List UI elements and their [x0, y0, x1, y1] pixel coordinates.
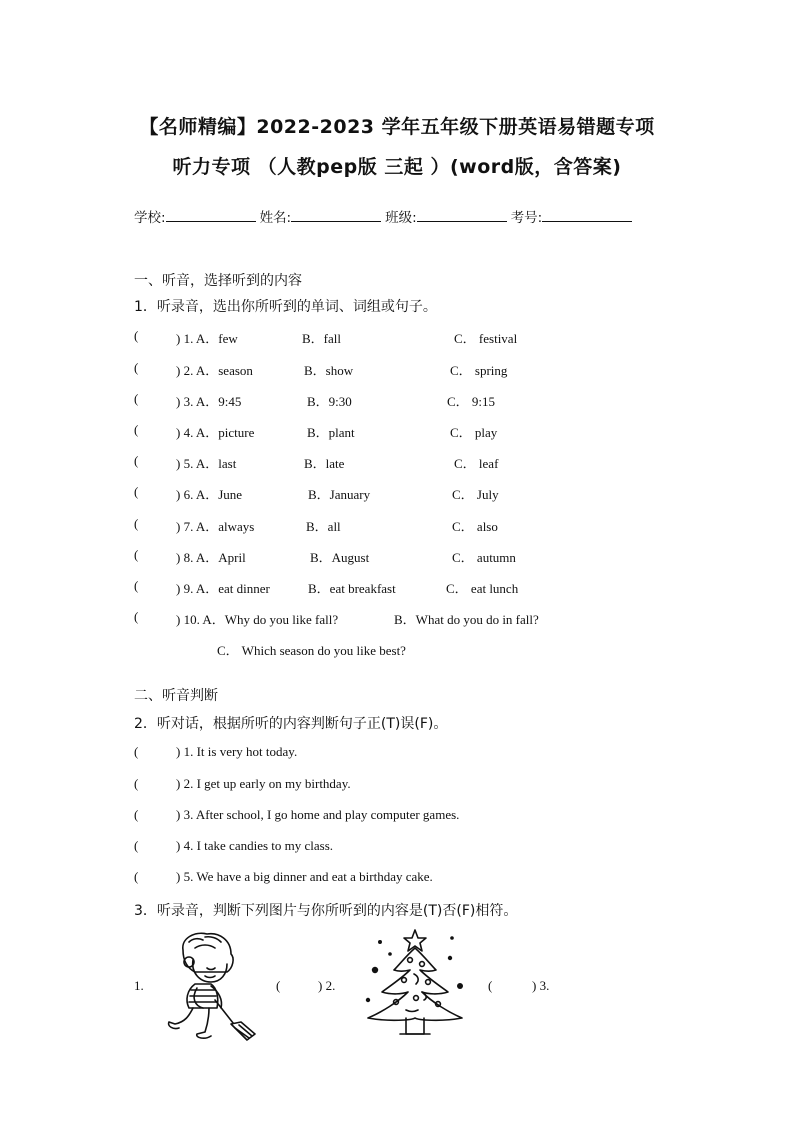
answer-paren[interactable]: ( — [134, 744, 139, 759]
statement-text: ) 5. We have a big dinner and eat a birthday cake. — [176, 869, 433, 884]
exam-no-blank[interactable] — [542, 209, 632, 222]
option-a: ) 3. A．9:45 — [176, 394, 242, 409]
option-b: B．January — [308, 487, 371, 502]
statement-text: ) 1. It is very hot today. — [176, 744, 298, 759]
section1-instruction: 1．听录音，选出你所听到的单词、词组或句子。 — [134, 299, 437, 315]
answer-paren[interactable]: ( — [134, 328, 139, 343]
option-c: C． autumn — [452, 550, 516, 565]
page-title-line2: 听力专项 （人教pep版 三起 ）(word版，含答案) — [172, 156, 622, 178]
option-c: C． leaf — [454, 456, 499, 471]
option-a: ) 8. A．April — [176, 550, 246, 565]
school-blank[interactable] — [166, 209, 256, 222]
section2-instruction: 2．听对话，根据所听的内容判断句子正(T)误(F)。 — [134, 716, 448, 732]
option-c: C． eat lunch — [446, 581, 519, 596]
school-label: 学校: — [134, 210, 166, 226]
option-b: B．plant — [307, 425, 355, 440]
option-a: ) 10. A．Why do you like fall? — [176, 612, 339, 627]
option-b: B．all — [306, 519, 341, 534]
option-a: ) 7. A．always — [176, 519, 255, 534]
option-a: ) 4. A．picture — [176, 425, 255, 440]
christmas-tree-picture — [360, 928, 470, 1043]
option-b: B．What do you do in fall? — [394, 612, 539, 627]
pic-label-2: ) 2. — [318, 978, 336, 993]
pic-label-1: 1. — [134, 978, 144, 993]
option-b: B．late — [304, 456, 345, 471]
option-a: ) 9. A．eat dinner — [176, 581, 270, 596]
answer-paren[interactable]: ( — [134, 609, 139, 624]
answer-paren[interactable]: ( — [134, 869, 139, 884]
answer-paren[interactable]: ( — [134, 516, 139, 531]
option-a: ) 6. A．June — [176, 487, 243, 502]
answer-paren[interactable]: ( — [134, 776, 139, 791]
option-c: C． spring — [450, 363, 508, 378]
pic-answer-paren-open-1[interactable]: ( — [276, 978, 281, 993]
page-title-line1: 【名师精编】2022-2023 学年五年级下册英语易错题专项 — [139, 116, 655, 138]
statement-text: ) 2. I get up early on my birthday. — [176, 776, 351, 791]
exam-no-label: 考号: — [510, 210, 543, 226]
answer-paren[interactable]: ( — [134, 807, 139, 822]
name-label: 姓名: — [259, 210, 292, 226]
pic-answer-paren-open-2[interactable]: ( — [488, 978, 493, 993]
option-a: ) 2. A．season — [176, 363, 253, 378]
mc-question-10-option-c: C． Which season do you like best? — [217, 643, 406, 658]
answer-paren[interactable]: ( — [134, 547, 139, 562]
boy-sweeping-picture — [155, 928, 260, 1043]
option-a: ) 5. A．last — [176, 456, 237, 471]
answer-paren[interactable]: ( — [134, 484, 139, 499]
answer-paren[interactable]: ( — [134, 578, 139, 593]
option-c: C． play — [450, 425, 498, 440]
section2-heading: 二、听音判断 — [134, 688, 218, 704]
answer-paren[interactable]: ( — [134, 360, 139, 375]
statement-text: ) 4. I take candies to my class. — [176, 838, 334, 853]
option-b: B．9:30 — [307, 394, 352, 409]
option-a: ) 1. A．few — [176, 331, 238, 346]
option-b: B．show — [304, 363, 354, 378]
answer-paren[interactable]: ( — [134, 838, 139, 853]
statement-text: ) 3. After school, I go home and play computer games. — [176, 807, 460, 822]
class-blank[interactable] — [417, 209, 507, 222]
class-label: 班级: — [385, 210, 417, 226]
option-b: B．August — [310, 550, 370, 565]
option-b: B．eat breakfast — [308, 581, 396, 596]
option-c: C． July — [452, 487, 499, 502]
section2-instruction-3: 3．听录音，判断下列图片与你所听到的内容是(T)否(F)相符。 — [134, 903, 518, 919]
pic-label-3: ) 3. — [532, 978, 550, 993]
answer-paren[interactable]: ( — [134, 391, 139, 406]
option-b: B．fall — [302, 331, 341, 346]
option-c: C． festival — [454, 331, 518, 346]
answer-paren[interactable]: ( — [134, 453, 139, 468]
option-c: C． also — [452, 519, 498, 534]
student-info-line — [134, 206, 632, 226]
answer-paren[interactable]: ( — [134, 422, 139, 437]
option-c: C． 9:15 — [447, 394, 496, 409]
section1-heading: 一、听音，选择听到的内容 — [134, 273, 302, 289]
name-blank[interactable] — [291, 209, 381, 222]
